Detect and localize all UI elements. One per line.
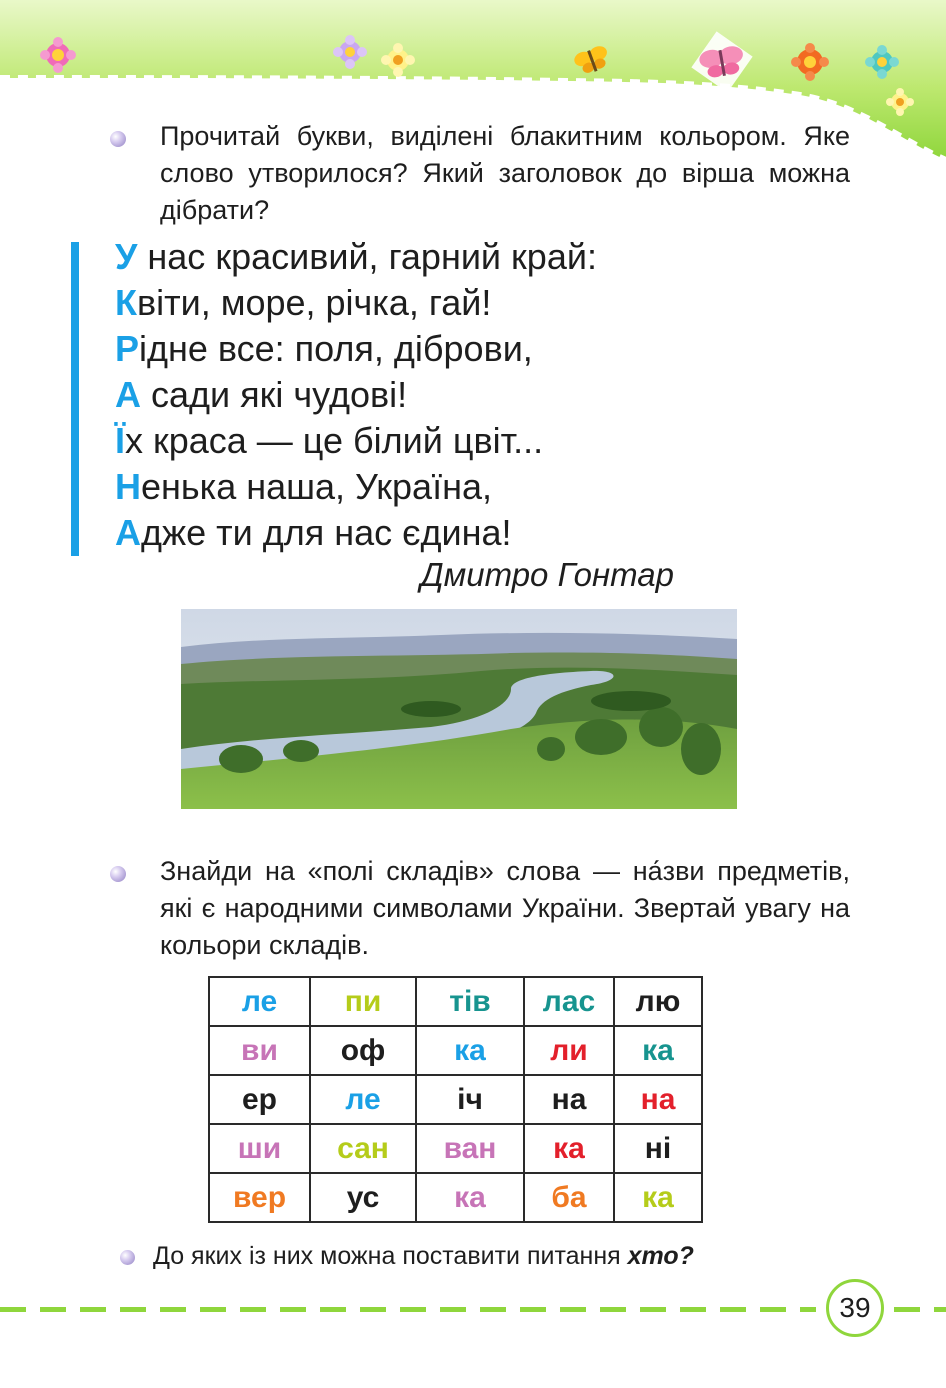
grid-row [209, 1026, 702, 1075]
syllable-cell: ка [614, 1173, 702, 1222]
poem-line-text: х краса — це білий цвіт... [124, 420, 544, 461]
poem-initial-letter: Ї [115, 420, 125, 461]
poem-initial-letter: У [115, 236, 138, 277]
poem-line-text: віти, море, річка, гай! [136, 282, 492, 323]
syllable-cell: тів [416, 977, 524, 1026]
poem-line [115, 372, 597, 418]
poem-line [115, 418, 597, 464]
poem-line [115, 464, 597, 510]
syllable-cell: ле [310, 1075, 416, 1124]
poem-line [115, 280, 597, 326]
syllable-cell: ус [310, 1173, 416, 1222]
syllable-cell: оф [310, 1026, 416, 1075]
syllable-cell: лю [614, 977, 702, 1026]
syllable-cell: лас [524, 977, 614, 1026]
grid-row [209, 1173, 702, 1222]
syllable-cell: ка [416, 1173, 524, 1222]
syllable-cell: на [524, 1075, 614, 1124]
poem-line [115, 326, 597, 372]
poem-line-text: дже ти для нас єдина! [141, 512, 512, 553]
syllable-cell: ле [209, 977, 310, 1026]
poem [115, 234, 597, 556]
poem-line-text: енька наша, Україна, [141, 466, 492, 507]
footer-dashed-line-right [894, 1307, 946, 1312]
syllable-cell: іч [416, 1075, 524, 1124]
syllable-grid [208, 976, 703, 1223]
river-landscape-image [181, 609, 737, 809]
syllable-cell: ка [614, 1026, 702, 1075]
task-syllable-field-instruction [110, 853, 850, 964]
syllable-cell: сан [310, 1124, 416, 1173]
bullet-icon [110, 131, 126, 147]
poem-initial-letter: К [115, 282, 137, 323]
poem-initial-letter: А [115, 374, 141, 415]
page-number: 39 [826, 1279, 884, 1337]
poem-initial-letter: А [115, 512, 141, 553]
syllable-cell: вер [209, 1173, 310, 1222]
task-text: Знайди на «полі складів» слова — на́зви предметів, які є народними символами України. Звертай увагу на кольори складів. [160, 856, 850, 960]
syllable-cell: ка [416, 1026, 524, 1075]
syllable-cell: на [614, 1075, 702, 1124]
footer-dashed-line [0, 1307, 816, 1312]
syllable-cell: ван [416, 1124, 524, 1173]
landscape-illustration [181, 609, 737, 809]
grid-row [209, 1075, 702, 1124]
task-text: Прочитай букви, виділені блакитним кольором. Яке слово утворилося? Який заголовок до вірша можна дібрати? [160, 121, 850, 225]
poem-author: Дмитро Гонтар [420, 556, 674, 593]
poem-initial-letter: Н [115, 466, 141, 507]
syllable-cell: ні [614, 1124, 702, 1173]
syllable-cell: ши [209, 1124, 310, 1173]
poem-line [115, 234, 597, 280]
bullet-icon [120, 1250, 135, 1265]
bullet-icon [110, 866, 126, 882]
syllable-cell: ли [524, 1026, 614, 1075]
syllable-cell: ка [524, 1124, 614, 1173]
question-emphasis: хто? [627, 1242, 694, 1270]
poem-line-text: сади які чудові! [141, 374, 408, 415]
poem-line [115, 510, 597, 556]
poem-accent-bar [71, 242, 79, 556]
syllable-cell: пи [310, 977, 416, 1026]
syllable-cell: ер [209, 1075, 310, 1124]
poem-initial-letter: Р [115, 328, 140, 369]
poem-line-text: ідне все: поля, діброви, [139, 328, 533, 369]
question-text: До яких із них можна поставити питання [153, 1242, 628, 1270]
syllable-cell: ви [209, 1026, 310, 1075]
task-reading-instruction [110, 118, 850, 229]
grid-row [209, 977, 702, 1026]
grid-row [209, 1124, 702, 1173]
poem-line-text: нас красивий, гарний край: [137, 236, 597, 277]
syllable-cell: ба [524, 1173, 614, 1222]
question-line [120, 1242, 694, 1271]
